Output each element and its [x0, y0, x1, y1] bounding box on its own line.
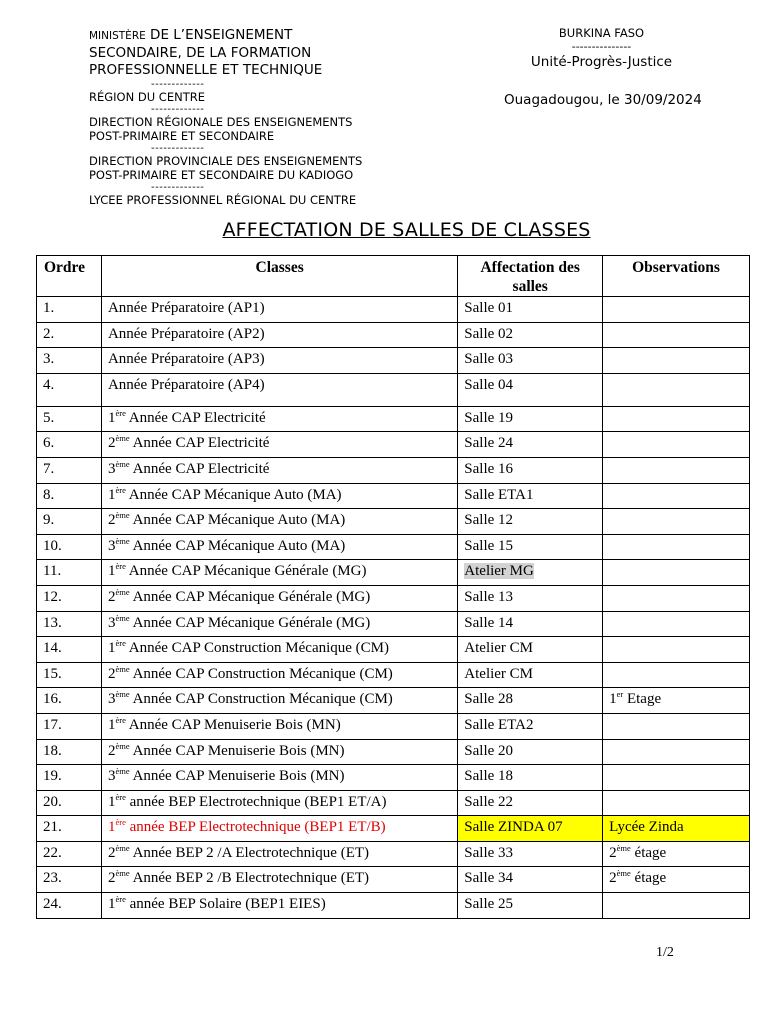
cell-observation: [603, 348, 750, 374]
cell-classe: [101, 739, 457, 765]
cell-classe: [101, 662, 457, 688]
ordinal-suffix: ère: [115, 638, 126, 649]
class-name: Année CAP Mécanique Générale (MG): [125, 563, 367, 580]
ministry-rest: DE L’ENSEIGNEMENT: [145, 27, 293, 43]
table-row: [37, 739, 750, 765]
class-level-number: 2: [107, 588, 116, 605]
cell-salle: [458, 534, 603, 560]
document-title-text: AFFECTATION DE SALLES DE CLASSES: [222, 219, 591, 241]
cell-salle: [458, 662, 603, 688]
table-row: [37, 373, 750, 406]
cell-classe: [101, 585, 457, 611]
room-name: Atelier MG: [464, 563, 534, 580]
room-name: Atelier CM: [464, 640, 534, 657]
cell-ordre: 19.: [37, 765, 102, 791]
regional-direction-line-1: DIRECTION RÉGIONALE DES ENSEIGNEMENTS: [89, 115, 353, 129]
cell-observation: [603, 688, 750, 714]
cell-observation: [603, 322, 750, 348]
table-row: [37, 406, 750, 432]
room-name: Salle 18: [464, 768, 514, 785]
class-name: Année CAP Electricité: [129, 460, 270, 477]
ministry-prefix: MINISTÈRE: [89, 30, 146, 42]
class-level-number: 1: [107, 896, 116, 913]
cell-classe: [101, 534, 457, 560]
observation-number: 1: [609, 691, 617, 708]
separator: -------------: [151, 143, 205, 154]
ordinal-suffix: ère: [115, 817, 126, 828]
observation-number: 2: [609, 844, 617, 861]
school-name: LYCEE PROFESSIONNEL RÉGIONAL DU CENTRE: [89, 193, 357, 207]
class-level-number: 3: [107, 614, 116, 631]
table-row: [37, 637, 750, 663]
cell-salle: [458, 457, 603, 483]
room-name: Salle 22: [464, 793, 514, 810]
table-row: [37, 841, 750, 867]
class-name: Année CAP Mécanique Auto (MA): [129, 512, 346, 529]
header-affectation: Affectation des salles: [458, 256, 603, 297]
cell-salle: [458, 560, 603, 586]
class-name: Année BEP 2 /A Electrotechnique (ET): [129, 844, 370, 861]
class-name: Année CAP Electricité: [125, 409, 266, 426]
ordinal-suffix: ème: [115, 433, 130, 444]
table-row: [37, 432, 750, 458]
cell-salle: [458, 297, 603, 323]
cell-ordre: 12.: [37, 585, 102, 611]
cell-observation: [603, 457, 750, 483]
cell-ordre: 7.: [37, 457, 102, 483]
table-row: [37, 509, 750, 535]
cell-classe: [101, 816, 457, 842]
cell-classe: [101, 611, 457, 637]
class-name: Année CAP Menuiserie Bois (MN): [129, 742, 345, 759]
class-name: année BEP Electrotechnique (BEP1 ET/A): [125, 793, 387, 810]
class-name: Année Préparatoire (AP1): [107, 300, 265, 316]
table-row: [37, 662, 750, 688]
class-level-number: 3: [107, 691, 116, 708]
cell-ordre: 2.: [37, 322, 102, 348]
cell-ordre: 1.: [37, 297, 102, 323]
cell-salle: [458, 713, 603, 739]
table-row: [37, 816, 750, 842]
header-left: [89, 27, 429, 207]
cell-classe: [101, 509, 457, 535]
cell-observation: [603, 765, 750, 791]
table-row: [37, 765, 750, 791]
ordinal-suffix: ème: [115, 842, 130, 853]
table-row: [37, 560, 750, 586]
cell-classe: [101, 457, 457, 483]
room-name: Salle 19: [464, 409, 514, 426]
table-row: [37, 322, 750, 348]
room-name: Salle 02: [464, 325, 514, 342]
cell-ordre: 10.: [37, 534, 102, 560]
room-name: Salle 01: [464, 300, 514, 316]
cell-observation: [603, 373, 750, 406]
cell-observation: [603, 297, 750, 323]
table-row: [37, 534, 750, 560]
cell-observation: [603, 841, 750, 867]
room-name: Salle 15: [464, 537, 514, 554]
observation-number: 2: [609, 870, 617, 887]
cell-ordre: 21.: [37, 816, 102, 842]
room-name: Salle 13: [464, 588, 514, 605]
observation-text: étage: [630, 844, 667, 861]
observation-text: étage: [630, 870, 667, 887]
class-level-number: 1: [107, 716, 116, 733]
cell-salle: [458, 867, 603, 893]
cell-salle: [458, 348, 603, 374]
cell-observation: [603, 585, 750, 611]
cell-ordre: 18.: [37, 739, 102, 765]
cell-salle: [458, 893, 603, 919]
cell-ordre: 4.: [37, 373, 102, 406]
table-row: [37, 483, 750, 509]
class-level-number: 2: [107, 844, 116, 861]
class-level-number: 1: [107, 640, 116, 657]
class-name: Année Préparatoire (AP2): [107, 325, 265, 342]
observation-text: Etage: [623, 691, 662, 708]
class-level-number: 3: [107, 768, 116, 785]
ministry-line-2: SECONDAIRE, DE LA FORMATION: [89, 45, 312, 61]
ordinal-suffix: ème: [115, 586, 130, 597]
cell-classe: [101, 297, 457, 323]
document-date: Ouagadougou, le 30/09/2024: [504, 92, 702, 108]
class-level-number: 2: [107, 512, 116, 529]
cell-ordre: 14.: [37, 637, 102, 663]
cell-classe: [101, 560, 457, 586]
room-name: Salle 25: [464, 896, 514, 913]
ordinal-suffix: ème: [115, 458, 130, 469]
cell-salle: [458, 765, 603, 791]
cell-salle: [458, 432, 603, 458]
cell-salle: [458, 509, 603, 535]
class-level-number: 2: [107, 742, 116, 759]
cell-ordre: 5.: [37, 406, 102, 432]
class-level-number: 2: [107, 870, 116, 887]
room-name: Salle 28: [464, 691, 514, 708]
class-level-number: 1: [107, 486, 116, 503]
cell-classe: [101, 348, 457, 374]
class-name: Année CAP Mécanique Générale (MG): [129, 614, 371, 631]
class-level-number: 1: [107, 793, 116, 810]
cell-ordre: 3.: [37, 348, 102, 374]
observation-ordinal-suffix: ème: [616, 868, 631, 879]
room-name: Salle 16: [464, 460, 514, 477]
class-name: Année CAP Construction Mécanique (CM): [125, 640, 390, 657]
ordinal-suffix: ème: [115, 689, 130, 700]
cell-salle: [458, 790, 603, 816]
cell-observation: [603, 509, 750, 535]
provincial-direction-line-2: POST-PRIMAIRE ET SECONDAIRE DU KADIOGO: [89, 168, 354, 182]
cell-observation: [603, 611, 750, 637]
header-classes: Classes: [101, 256, 457, 297]
national-motto: Unité-Progrès-Justice: [530, 54, 673, 70]
cell-observation: [603, 662, 750, 688]
cell-salle: [458, 688, 603, 714]
table-row: [37, 297, 750, 323]
table-row: [37, 688, 750, 714]
cell-observation: [603, 406, 750, 432]
cell-salle: [458, 373, 603, 406]
cell-ordre: 17.: [37, 713, 102, 739]
class-name: Année CAP Menuiserie Bois (MN): [129, 768, 345, 785]
cell-ordre: 24.: [37, 893, 102, 919]
ordinal-suffix: ème: [115, 740, 130, 751]
ordinal-suffix: ème: [115, 612, 130, 623]
cell-classe: [101, 432, 457, 458]
class-name: Année BEP 2 /B Electrotechnique (ET): [129, 870, 370, 887]
class-name: Année CAP Mécanique Auto (MA): [125, 486, 342, 503]
cell-ordre: 15.: [37, 662, 102, 688]
separator: ---------------: [571, 40, 632, 53]
cell-ordre: 16.: [37, 688, 102, 714]
ordinal-suffix: ère: [115, 894, 126, 905]
ordinal-suffix: ère: [115, 484, 126, 495]
cell-classe: [101, 893, 457, 919]
cell-observation: [603, 893, 750, 919]
table-body: [37, 297, 750, 919]
provincial-direction-line-1: DIRECTION PROVINCIALE DES ENSEIGNEMENTS: [89, 154, 363, 168]
class-name: Année CAP Mécanique Générale (MG): [129, 588, 371, 605]
assignment-table: [36, 255, 750, 919]
room-name: Salle ETA2: [464, 716, 534, 733]
separator: -------------: [151, 79, 205, 90]
cell-salle: [458, 585, 603, 611]
class-name: Année CAP Construction Mécanique (CM): [129, 691, 393, 708]
class-name: Année CAP Construction Mécanique (CM): [129, 665, 393, 682]
cell-ordre: 11.: [37, 560, 102, 586]
room-name: Salle 14: [464, 614, 514, 631]
cell-classe: [101, 406, 457, 432]
cell-classe: [101, 867, 457, 893]
ordinal-suffix: ème: [115, 868, 130, 879]
cell-observation: [603, 816, 750, 842]
document-title: [0, 219, 768, 241]
ministry-line-3: PROFESSIONNELLE ET TECHNIQUE: [89, 62, 323, 78]
cell-observation: [603, 637, 750, 663]
cell-ordre: 13.: [37, 611, 102, 637]
cell-ordre: 23.: [37, 867, 102, 893]
region-name: RÉGION DU CENTRE: [89, 90, 205, 104]
cell-salle: [458, 637, 603, 663]
observation-ordinal-suffix: er: [616, 689, 624, 700]
cell-observation: [603, 739, 750, 765]
class-name: Année Préparatoire (AP4): [107, 376, 265, 393]
cell-salle: [458, 739, 603, 765]
ordinal-suffix: ème: [115, 766, 130, 777]
ordinal-suffix: ère: [115, 407, 126, 418]
class-level-number: 1: [107, 819, 116, 836]
cell-classe: [101, 322, 457, 348]
cell-salle: [458, 322, 603, 348]
cell-salle: [458, 406, 603, 432]
header-right: [500, 26, 740, 71]
ordinal-suffix: ère: [115, 561, 126, 572]
cell-observation: [603, 867, 750, 893]
table-row: [37, 457, 750, 483]
table-row: [37, 348, 750, 374]
cell-observation: [603, 432, 750, 458]
ordinal-suffix: ème: [115, 535, 130, 546]
header-observations: Observations: [603, 256, 750, 297]
cell-classe: [101, 765, 457, 791]
table-row: [37, 790, 750, 816]
class-level-number: 3: [107, 460, 116, 477]
table-row: [37, 713, 750, 739]
class-level-number: 1: [107, 409, 116, 426]
table-row: [37, 611, 750, 637]
cell-observation: [603, 483, 750, 509]
ordinal-suffix: ème: [115, 663, 130, 674]
class-name: année BEP Solaire (BEP1 EIES): [125, 896, 326, 913]
class-level-number: 3: [107, 537, 116, 554]
room-name: Salle 33: [464, 844, 514, 861]
ministry-name: [89, 27, 429, 79]
cell-classe: [101, 637, 457, 663]
class-name: année BEP Electrotechnique (BEP1 ET/B): [125, 819, 386, 836]
table-row: [37, 585, 750, 611]
room-name: Salle 24: [464, 435, 514, 452]
page-number: 1/2: [656, 945, 674, 960]
observation-ordinal-suffix: ème: [616, 842, 631, 853]
class-name: Année Préparatoire (AP3): [107, 351, 265, 368]
table-row: [37, 893, 750, 919]
header-ordre: Ordre: [37, 256, 102, 297]
cell-salle: [458, 841, 603, 867]
class-level-number: 2: [107, 665, 116, 682]
cell-observation: [603, 534, 750, 560]
class-level-number: 1: [107, 563, 116, 580]
room-name: Salle 04: [464, 376, 514, 393]
cell-salle: [458, 816, 603, 842]
table-row: [37, 867, 750, 893]
cell-classe: [101, 713, 457, 739]
room-name: Salle 34: [464, 870, 514, 887]
cell-salle: [458, 483, 603, 509]
class-name: Année CAP Menuiserie Bois (MN): [125, 716, 341, 733]
cell-salle: [458, 611, 603, 637]
cell-classe: [101, 841, 457, 867]
class-level-number: 2: [107, 435, 116, 452]
table-header-row: [37, 256, 750, 297]
separator: -------------: [151, 182, 205, 193]
cell-classe: [101, 688, 457, 714]
room-name: Salle ZINDA 07: [464, 819, 563, 836]
room-name: Salle 20: [464, 742, 514, 759]
cell-ordre: 9.: [37, 509, 102, 535]
room-name: Atelier CM: [464, 665, 534, 682]
room-name: Salle ETA1: [464, 486, 534, 503]
cell-ordre: 20.: [37, 790, 102, 816]
ordinal-suffix: ème: [115, 510, 130, 521]
class-name: Année CAP Mécanique Auto (MA): [129, 537, 346, 554]
cell-classe: [101, 483, 457, 509]
cell-ordre: 8.: [37, 483, 102, 509]
ordinal-suffix: ère: [115, 714, 126, 725]
country-name: BURKINA FASO: [558, 26, 645, 40]
cell-classe: [101, 790, 457, 816]
cell-observation: [603, 713, 750, 739]
ordinal-suffix: ère: [115, 791, 126, 802]
cell-ordre: 6.: [37, 432, 102, 458]
room-name: Salle 12: [464, 512, 514, 529]
cell-ordre: 22.: [37, 841, 102, 867]
observation-text: Lycée Zinda: [609, 819, 684, 836]
cell-observation: [603, 790, 750, 816]
cell-classe: [101, 373, 457, 406]
regional-direction-line-2: POST-PRIMAIRE ET SECONDAIRE: [89, 129, 275, 143]
cell-observation: [603, 560, 750, 586]
separator: -------------: [151, 104, 205, 115]
room-name: Salle 03: [464, 351, 514, 368]
class-name: Année CAP Electricité: [129, 435, 270, 452]
